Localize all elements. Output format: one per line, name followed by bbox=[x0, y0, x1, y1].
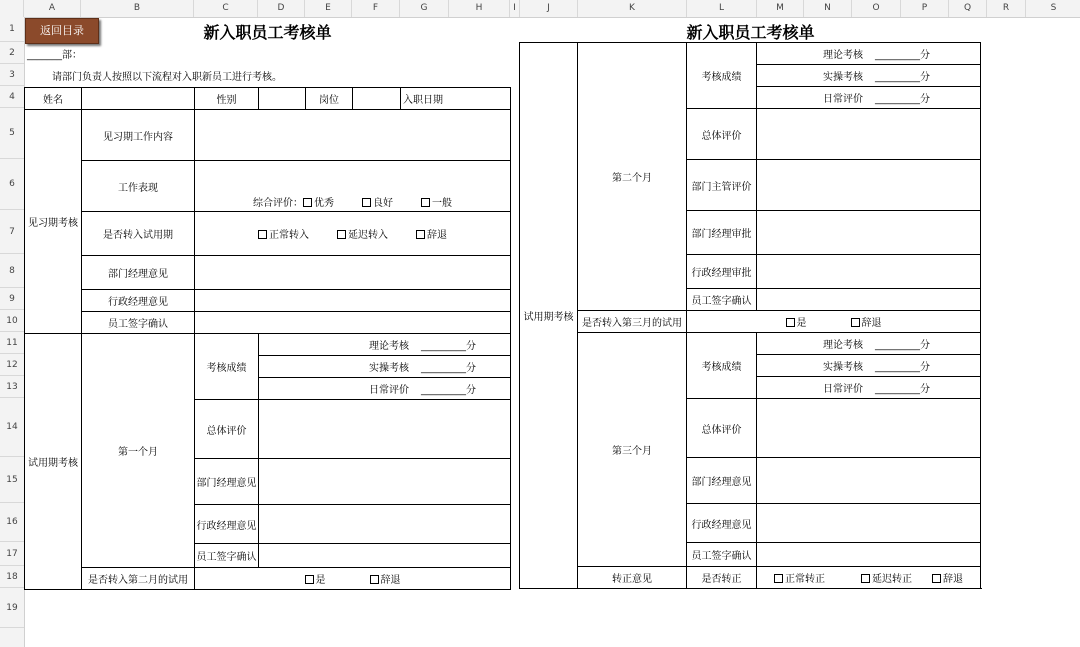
m2-score-label: 考核成绩 bbox=[687, 43, 757, 109]
right-form-title: 新入职员工考核单 bbox=[686, 23, 815, 42]
m3-daily-score[interactable]: 日常评价 _________分 bbox=[757, 377, 981, 399]
instruction-text: 请部门负责人按照以下流程对入职新员工进行考核。 bbox=[52, 72, 282, 83]
checkbox-icon[interactable] bbox=[303, 198, 312, 207]
column-header-J[interactable]: J bbox=[520, 0, 578, 17]
m1-overall-label: 总体评价 bbox=[195, 400, 259, 459]
overall-option-excellent[interactable]: 优秀 bbox=[303, 198, 334, 209]
intern-section-label: 见习期考核 bbox=[25, 110, 82, 334]
month2-label: 第二个月 bbox=[578, 43, 687, 311]
intern-dept-manager-label: 部门经理意见 bbox=[82, 256, 195, 290]
m3-practice-score[interactable]: 实操考核 _________分 bbox=[757, 355, 981, 377]
confirm-question-label: 是否转正 bbox=[687, 567, 757, 589]
checkbox-icon[interactable] bbox=[786, 318, 795, 327]
right-form-table bbox=[519, 42, 981, 589]
m2-option-dismiss[interactable]: 辞退 bbox=[370, 575, 401, 586]
checkbox-icon[interactable] bbox=[932, 574, 941, 583]
m2-signature-value[interactable] bbox=[757, 289, 981, 311]
intern-signature-label: 员工签字确认 bbox=[82, 312, 195, 334]
row-header-7[interactable]: 7 bbox=[0, 210, 24, 254]
m2-admin-manager-approve-label: 行政经理审批 bbox=[687, 255, 757, 289]
m1-admin-manager-value[interactable] bbox=[259, 505, 511, 544]
m2-dept-manager-approve-label: 部门经理审批 bbox=[687, 211, 757, 255]
work-content-label: 见习期工作内容 bbox=[82, 110, 195, 161]
m2-theory-score[interactable]: 理论考核 _________分 bbox=[757, 43, 981, 65]
checkbox-icon[interactable] bbox=[774, 574, 783, 583]
m1-overall-value[interactable] bbox=[259, 400, 511, 459]
m1-signature-value[interactable] bbox=[259, 544, 511, 568]
m2-option-yes[interactable]: 是 bbox=[305, 575, 326, 586]
column-header-R[interactable]: R bbox=[987, 0, 1026, 17]
name-label: 姓名 bbox=[25, 88, 82, 110]
confirm-section-label: 转正意见 bbox=[578, 567, 687, 589]
column-header-M[interactable]: M bbox=[757, 0, 804, 17]
overall-prefix: 综合评价： bbox=[253, 198, 303, 209]
column-header-I[interactable]: I bbox=[510, 0, 520, 17]
checkbox-icon[interactable] bbox=[861, 574, 870, 583]
m3-score-label: 考核成绩 bbox=[687, 333, 757, 399]
checkbox-icon[interactable] bbox=[421, 198, 430, 207]
row-header-13[interactable]: 13 bbox=[0, 376, 24, 398]
m1-daily-score[interactable]: 日常评价 _________分 bbox=[259, 378, 511, 400]
left-form-table bbox=[24, 87, 511, 590]
gender-label: 性别 bbox=[195, 88, 259, 110]
m1-practice-score[interactable]: 实操考核 _________分 bbox=[259, 356, 511, 378]
position-label: 岗位 bbox=[306, 88, 353, 110]
option-normal-transfer[interactable]: 正常转入 bbox=[258, 230, 309, 241]
row-header-11[interactable]: 11 bbox=[0, 332, 24, 354]
column-header-Q[interactable]: Q bbox=[949, 0, 987, 17]
column-header-E[interactable]: E bbox=[305, 0, 352, 17]
column-header-A[interactable]: A bbox=[24, 0, 81, 17]
name-value[interactable] bbox=[82, 88, 195, 110]
row-header-18[interactable]: 18 bbox=[0, 566, 24, 588]
m3-dept-manager-value[interactable] bbox=[757, 458, 981, 504]
row-header-9[interactable]: 9 bbox=[0, 288, 24, 310]
row-header-3[interactable]: 3 bbox=[0, 64, 24, 86]
performance-value[interactable] bbox=[195, 161, 511, 212]
m3-signature-value[interactable] bbox=[757, 543, 981, 567]
left-form-title: 新入职员工考核单 bbox=[203, 23, 332, 42]
m1-theory-score[interactable]: 理论考核 _________分 bbox=[259, 334, 511, 356]
to-month3-options bbox=[687, 311, 981, 333]
m1-admin-manager-label: 行政经理意见 bbox=[195, 505, 259, 544]
transfer-probation-label: 是否转入试用期 bbox=[82, 212, 195, 256]
checkbox-icon[interactable] bbox=[337, 230, 346, 239]
column-header-G[interactable]: G bbox=[400, 0, 449, 17]
option-dismiss[interactable]: 辞退 bbox=[416, 230, 447, 241]
column-header-F[interactable]: F bbox=[352, 0, 400, 17]
row-header-17[interactable]: 17 bbox=[0, 542, 24, 566]
column-header-L[interactable]: L bbox=[687, 0, 757, 17]
row-header-12[interactable]: 12 bbox=[0, 354, 24, 376]
m3-overall-value[interactable] bbox=[757, 399, 981, 458]
m2-daily-score[interactable]: 日常评价 _________分 bbox=[757, 87, 981, 109]
probation-section-label: 试用期考核 bbox=[25, 334, 82, 590]
m3-admin-manager-label: 行政经理意见 bbox=[687, 504, 757, 543]
m2-overall-label: 总体评价 bbox=[687, 109, 757, 160]
confirm-options bbox=[757, 567, 981, 589]
month1-label: 第一个月 bbox=[82, 334, 195, 568]
m1-dept-manager-value[interactable] bbox=[259, 459, 511, 505]
checkbox-icon[interactable] bbox=[370, 575, 379, 584]
m2-supervisor-eval-label: 部门主管评价 bbox=[687, 160, 757, 211]
intern-dept-manager-value[interactable] bbox=[195, 256, 511, 290]
m2-practice-score[interactable]: 实操考核 _________分 bbox=[757, 65, 981, 87]
row-header-19[interactable]: 19 bbox=[0, 588, 24, 628]
transfer-probation-options bbox=[195, 212, 511, 256]
row-header-14[interactable]: 14 bbox=[0, 398, 24, 457]
m1-signature-label: 员工签字确认 bbox=[195, 544, 259, 568]
confirm-option-delayed[interactable]: 延迟转正 bbox=[861, 574, 912, 585]
department-line[interactable]: _______部： bbox=[27, 50, 82, 61]
right-probation-section-label: 试用期考核 bbox=[520, 43, 578, 589]
column-header-O[interactable]: O bbox=[852, 0, 901, 17]
row-header-1[interactable]: 1 bbox=[0, 17, 24, 42]
month3-label: 第三个月 bbox=[578, 333, 687, 567]
to-month2-options bbox=[195, 568, 511, 590]
column-header-P[interactable]: P bbox=[901, 0, 949, 17]
column-header-S[interactable]: S bbox=[1026, 0, 1080, 17]
row-header-4[interactable]: 4 bbox=[0, 86, 24, 108]
m3-theory-score[interactable]: 理论考核 _________分 bbox=[757, 333, 981, 355]
m3-admin-manager-value[interactable] bbox=[757, 504, 981, 543]
intern-admin-manager-value[interactable] bbox=[195, 290, 511, 312]
m3-option-yes[interactable]: 是 bbox=[786, 318, 807, 329]
m2-admin-manager-approve-value[interactable] bbox=[757, 255, 981, 289]
option-delayed-transfer[interactable]: 延迟转入 bbox=[337, 230, 388, 241]
position-value[interactable] bbox=[353, 88, 401, 110]
hire-date-label: 入职日期 bbox=[401, 88, 511, 110]
confirm-option-normal[interactable]: 正常转正 bbox=[774, 574, 825, 585]
row-header-bar bbox=[0, 17, 25, 647]
m1-dept-manager-label: 部门经理意见 bbox=[195, 459, 259, 505]
performance-label: 工作表现 bbox=[82, 161, 195, 212]
m3-option-dismiss[interactable]: 辞退 bbox=[851, 318, 882, 329]
gender-value[interactable] bbox=[259, 88, 306, 110]
intern-signature-value[interactable] bbox=[195, 312, 511, 334]
checkbox-icon[interactable] bbox=[362, 198, 371, 207]
m3-signature-label: 员工签字确认 bbox=[687, 543, 757, 567]
m2-dept-manager-approve-value[interactable] bbox=[757, 211, 981, 255]
checkbox-icon[interactable] bbox=[258, 230, 267, 239]
row-header-5[interactable]: 5 bbox=[0, 108, 24, 159]
column-header-H[interactable]: H bbox=[449, 0, 510, 17]
m2-overall-value[interactable] bbox=[757, 109, 981, 160]
row-header-16[interactable]: 16 bbox=[0, 503, 24, 542]
m3-dept-manager-label: 部门经理意见 bbox=[687, 458, 757, 504]
checkbox-icon[interactable] bbox=[851, 318, 860, 327]
row-header-15[interactable]: 15 bbox=[0, 457, 24, 503]
work-content-value[interactable] bbox=[195, 110, 511, 161]
to-month3-label: 是否转入第三月的试用 bbox=[578, 311, 687, 333]
column-header-N[interactable]: N bbox=[804, 0, 852, 17]
column-header-K[interactable]: K bbox=[578, 0, 687, 17]
checkbox-icon[interactable] bbox=[416, 230, 425, 239]
to-month2-label: 是否转入第二月的试用 bbox=[82, 568, 195, 590]
overall-option-average[interactable]: 一般 bbox=[421, 198, 452, 209]
row-header-8[interactable]: 8 bbox=[0, 254, 24, 288]
column-header-C[interactable]: C bbox=[194, 0, 258, 17]
back-to-index-button[interactable]: 返回目录 bbox=[25, 18, 99, 44]
intern-admin-manager-label: 行政经理意见 bbox=[82, 290, 195, 312]
row-header-2[interactable]: 2 bbox=[0, 42, 24, 64]
m2-supervisor-eval-value[interactable] bbox=[757, 160, 981, 211]
confirm-option-dismiss[interactable]: 辞退 bbox=[932, 574, 963, 585]
m2-signature-label: 员工签字确认 bbox=[687, 289, 757, 311]
select-all-corner[interactable] bbox=[0, 0, 24, 17]
column-header-B[interactable]: B bbox=[81, 0, 194, 17]
row-header-10[interactable]: 10 bbox=[0, 310, 24, 332]
overall-option-good[interactable]: 良好 bbox=[362, 198, 393, 209]
m1-score-label: 考核成绩 bbox=[195, 334, 259, 400]
column-header-bar bbox=[0, 0, 1080, 18]
row-header-6[interactable]: 6 bbox=[0, 159, 24, 210]
checkbox-icon[interactable] bbox=[305, 575, 314, 584]
column-header-D[interactable]: D bbox=[258, 0, 305, 17]
m3-overall-label: 总体评价 bbox=[687, 399, 757, 458]
